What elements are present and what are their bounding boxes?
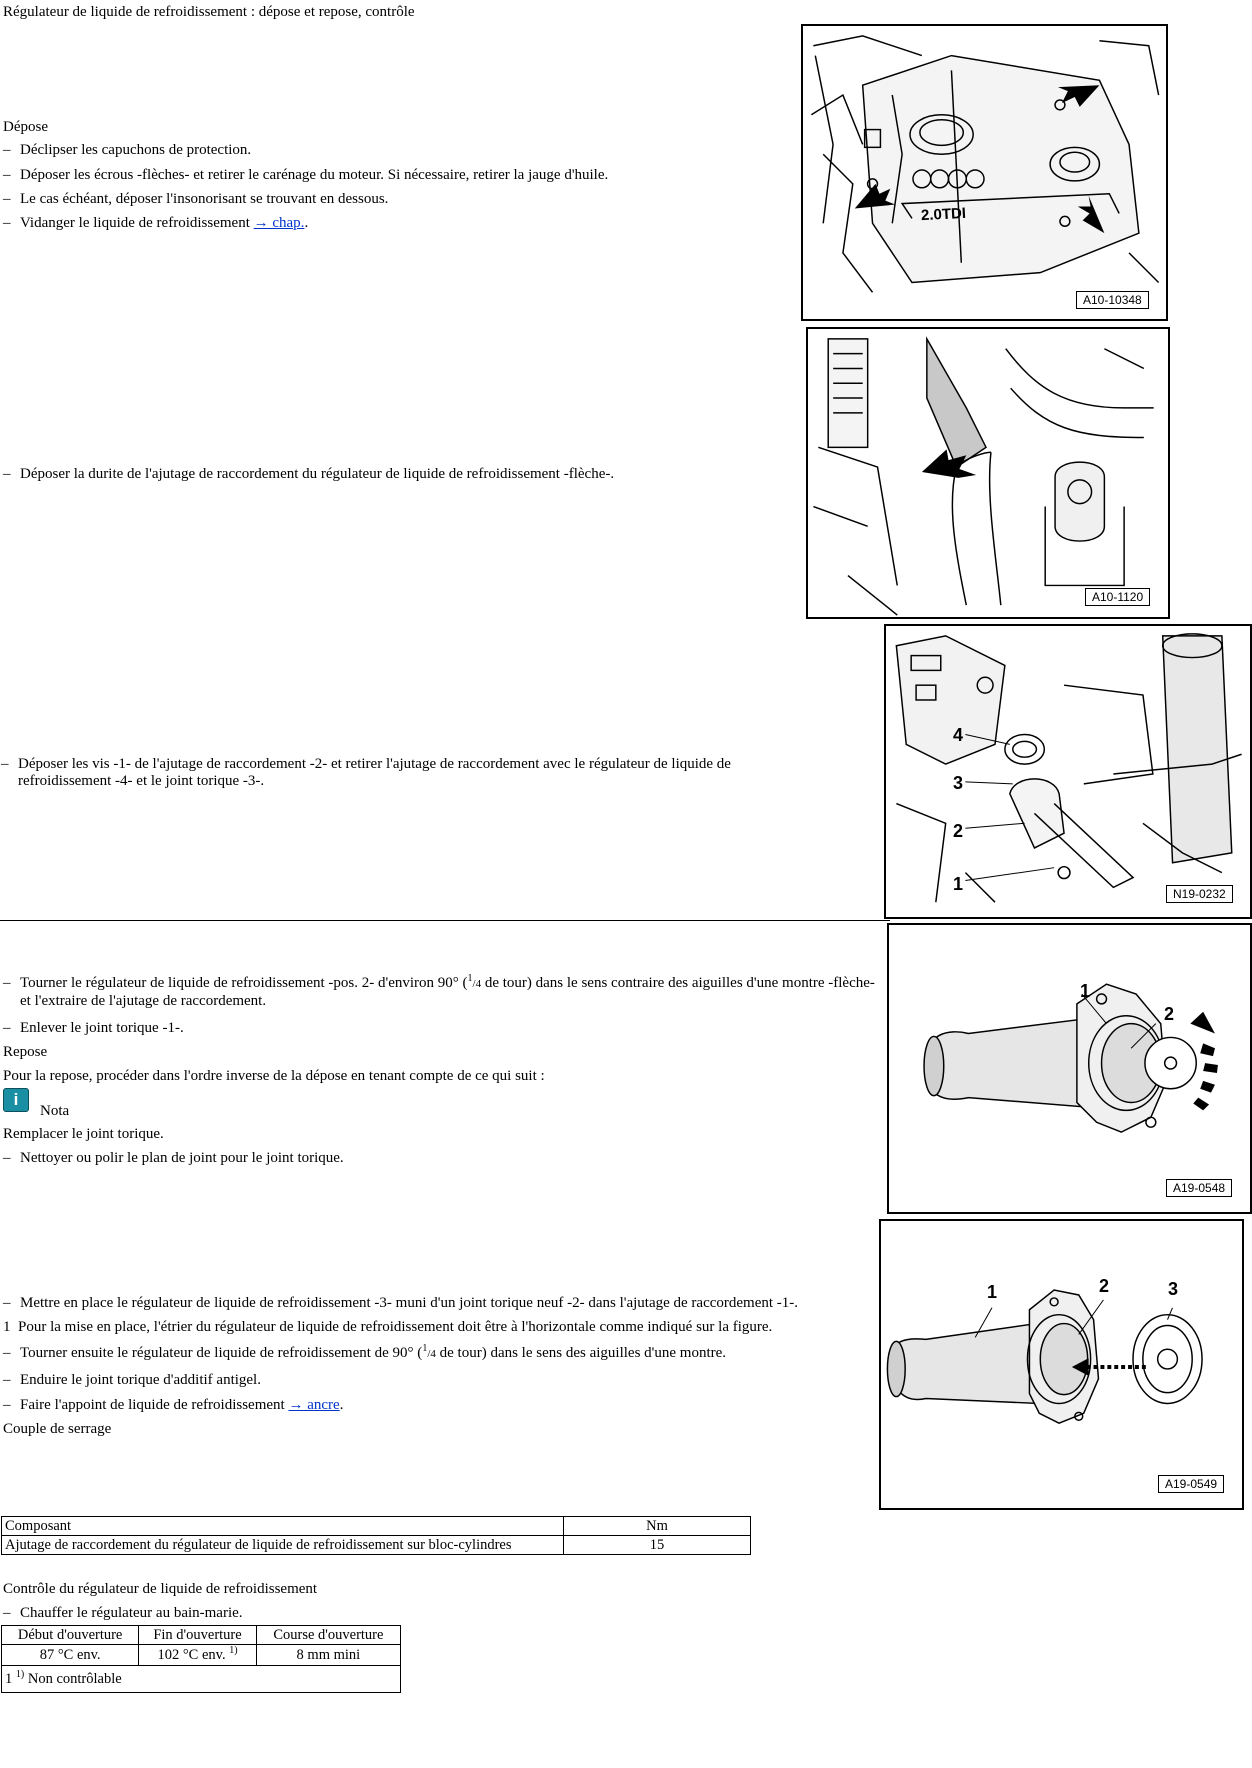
controle-heading: Contrôle du régulateur de liquide de refroidissement: [3, 1581, 318, 1597]
step-item: – Déposer les écrous -flèches- et retirer le carénage du moteur. Si nécessaire, retirer la jauge d'huile.: [3, 167, 609, 183]
step-item: – Faire l'appoint de liquide de refroidissement → ancre.: [3, 1397, 344, 1413]
section-heading-repose: Repose: [3, 1044, 48, 1060]
figure-label: A19-0548: [1166, 1179, 1232, 1197]
engine-cover-text: 2.0TDI: [920, 204, 967, 225]
figure-label: N19-0232: [1166, 885, 1233, 903]
section-divider: [0, 920, 890, 921]
step-item: – Le cas échéant, déposer l'insonorisant se trouvant en dessous.: [3, 191, 389, 207]
figure-thermostat-rotate: [887, 923, 1252, 1214]
table-header-cell: Fin d'ouverture: [139, 1626, 256, 1645]
engine-cover-illustration: [803, 26, 1166, 319]
callout-number: 2: [953, 821, 964, 841]
check-table: [1, 1625, 401, 1693]
table-header-row: [2, 1517, 751, 1536]
table-cell: 15: [564, 1536, 751, 1555]
figure-label: A10-1120: [1085, 588, 1150, 606]
table-footnote: 1 $^{1)}$ Non contrôlable: [2, 1666, 401, 1693]
callout-number: 3: [953, 773, 964, 793]
step-item: – Déclipser les capuchons de protection.: [3, 142, 252, 158]
table-header-cell: Début d'ouverture: [2, 1626, 139, 1645]
callout-number: 1: [953, 874, 964, 894]
table-cell: 8 mm mini: [256, 1645, 400, 1666]
figure-hose: [806, 327, 1170, 619]
table-cell: 102 °C env. $^{1)}$: [139, 1645, 256, 1666]
figure-label: A19-0549: [1158, 1475, 1224, 1493]
step-item: – Tourner le régulateur de liquide de refroidissement -pos. 2- d'environ 90° ($^1$/4 de tour) dans le sens contraire des aiguilles d'une montre -flèche- et l'extraire de l'ajutage de raccordement.: [3, 973, 875, 1009]
step-item: – Nettoyer ou polir le plan de joint pour le joint torique.: [3, 1150, 344, 1166]
callout-number: 3: [1168, 1279, 1179, 1299]
table-row: [2, 1645, 401, 1666]
step-item: – Chauffer le régulateur au bain-marie.: [3, 1605, 243, 1621]
couple-heading: Couple de serrage: [3, 1421, 112, 1437]
nota-label: Nota: [40, 1103, 70, 1119]
thermostat-install-illustration: [881, 1221, 1242, 1508]
table-header-cell: Nm: [564, 1517, 751, 1536]
figure-engine-cover: [801, 24, 1168, 321]
nota-text: Remplacer le joint torique.: [3, 1126, 164, 1142]
callout-number: 2: [1099, 1276, 1110, 1296]
step-item: – Déposer la durite de l'ajutage de raccordement du régulateur de liquide de refroidissement -flèche-.: [3, 466, 615, 482]
step-item: – Enlever le joint torique -1-.: [3, 1020, 184, 1036]
link-ancre[interactable]: → ancre: [288, 1397, 340, 1413]
info-icon: i: [3, 1088, 29, 1112]
thermostat-rotate-illustration: [889, 925, 1250, 1212]
section-heading-depose: Dépose: [3, 119, 48, 135]
link-chap[interactable]: → chap.: [253, 215, 305, 231]
figure-connection: [884, 624, 1252, 919]
step-item: – Vidanger le liquide de refroidissement → chap..: [3, 215, 309, 231]
table-header-cell: Composant: [2, 1517, 564, 1536]
repose-intro: Pour la repose, procéder dans l'ordre inverse de la dépose en tenant compte de ce qui suit :: [3, 1068, 545, 1084]
step-item: – Tourner ensuite le régulateur de liquide de refroidissement de 90° ($^1$/4 de tour) dans le sens des aiguilles d'une montre.: [3, 1343, 727, 1361]
table-header-cell: Course d'ouverture: [256, 1626, 400, 1645]
torque-table: [1, 1516, 751, 1555]
table-row: [2, 1536, 751, 1555]
step-item: – Déposer les vis -1- de l'ajutage de raccordement -2- et retirer l'ajutage de raccordement avec le régulateur de liquide de refroidissement -4- et le joint torique -3-.: [1, 756, 731, 789]
step-item: – Mettre en place le régulateur de liquide de refroidissement -3- muni d'un joint torique neuf -2- dans l'ajutage de raccordement -1-.: [3, 1295, 799, 1311]
table-cell: Ajutage de raccordement du régulateur de liquide de refroidissement sur bloc-cylindres: [2, 1536, 564, 1555]
figure-thermostat-install: [879, 1219, 1244, 1510]
table-footnote-row: [2, 1666, 401, 1693]
callout-number: 4: [953, 725, 964, 745]
callout-number: 1: [987, 1282, 998, 1302]
connection-illustration: [886, 626, 1250, 917]
page-title: Régulateur de liquide de refroidissement : dépose et repose, contrôle: [3, 4, 415, 20]
table-cell: 87 °C env.: [2, 1645, 139, 1666]
hose-illustration: [808, 329, 1168, 617]
footnote-1: 1 Pour la mise en place, l'étrier du régulateur de liquide de refroidissement doit être à l'horizontale comme indiqué sur la figure.: [3, 1319, 773, 1335]
callout-number: 2: [1164, 1004, 1175, 1024]
figure-label: A10-10348: [1076, 291, 1149, 309]
step-item: – Enduire le joint torique d'additif antigel.: [3, 1372, 261, 1388]
callout-number: 1: [1080, 981, 1091, 1001]
table-header-row: [2, 1626, 401, 1645]
